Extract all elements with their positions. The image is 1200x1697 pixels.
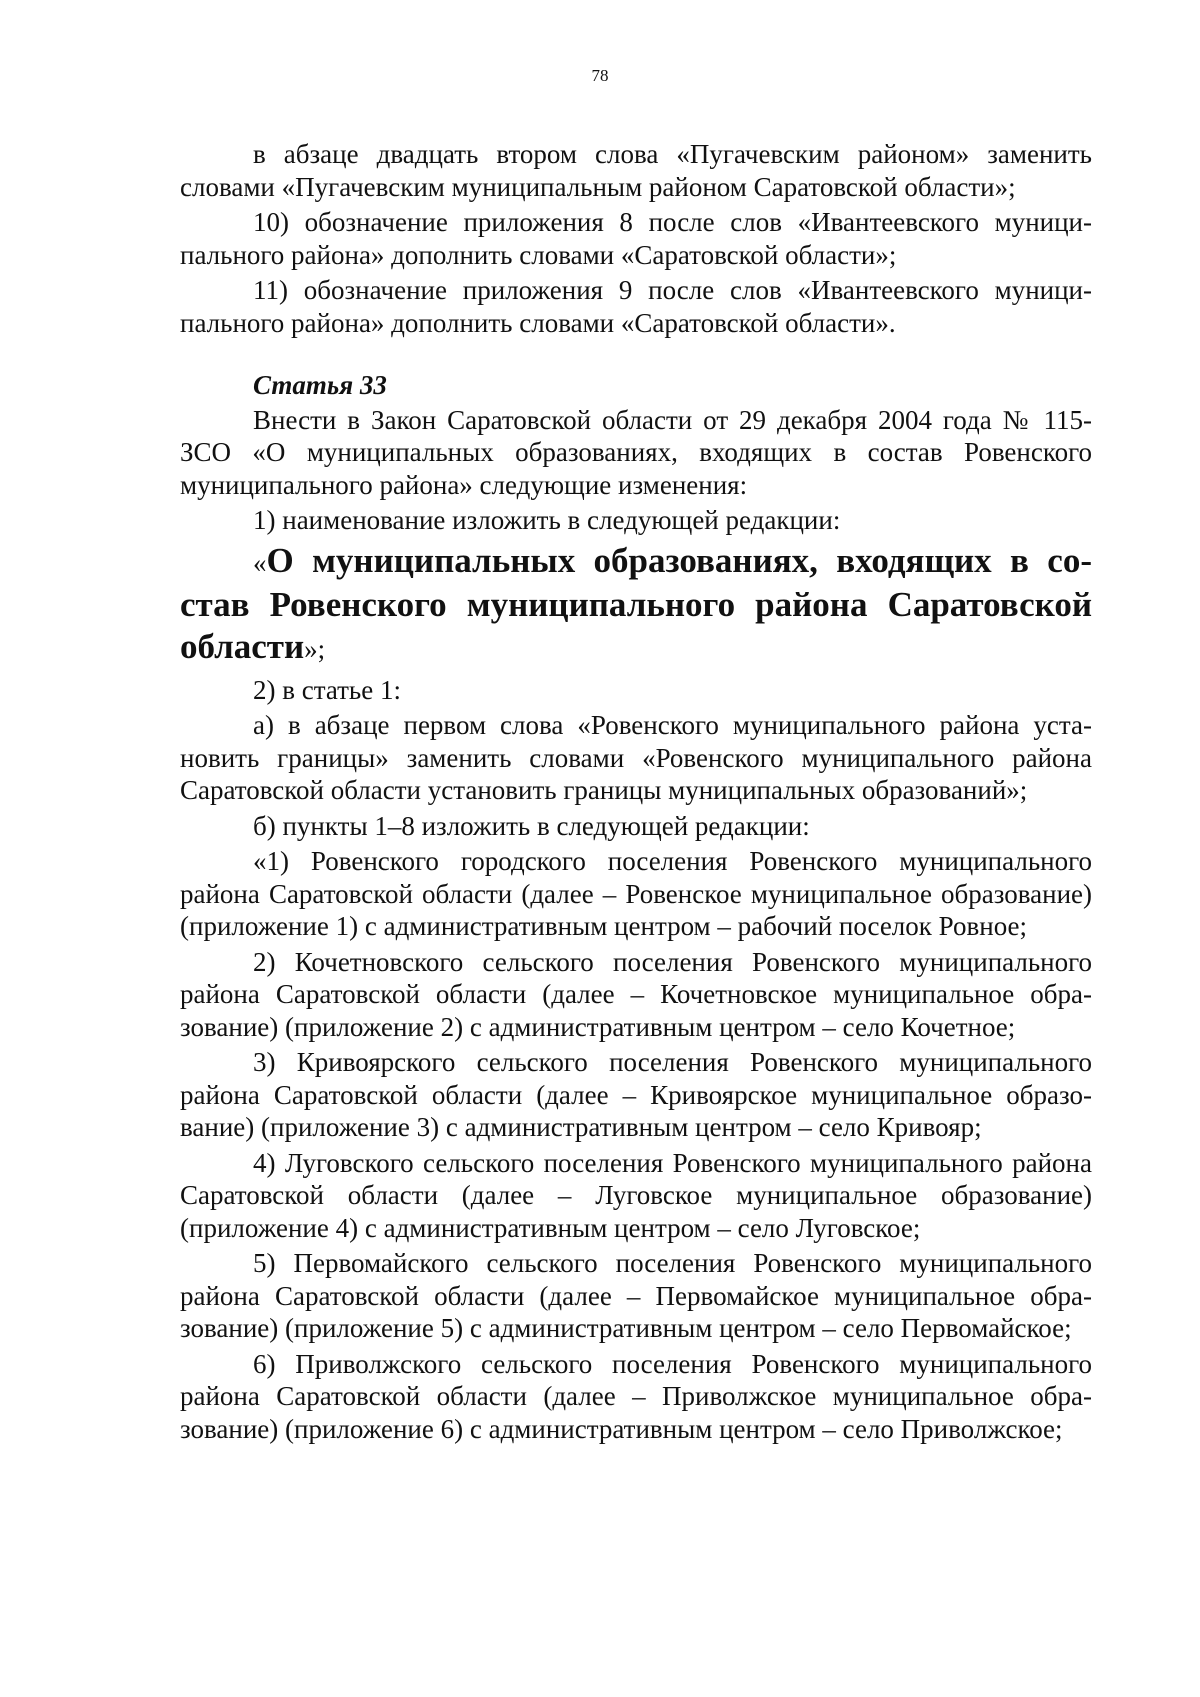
list-item: 1) наименование изложить в следующей редакции: <box>253 505 841 535</box>
spacer <box>180 342 1092 369</box>
article-intro: Внести в Закон Саратовской области от 29 декабря 2004 года № 115-ЗСО «О муниципальных образованиях, входящих в состав Ровенского муниципального района» следующие изменения: <box>180 404 1092 500</box>
point-item: 6) Приволжского сельского поселения Ровенского муниципального района Саратовской области (далее – Приволжское муниципальное образование) (приложение 6) с административным центром – село Приволжское; <box>180 1348 1092 1444</box>
list-item: а) в абзаце первом слова «Ровенского муниципального района установить границы» заменить словами «Ровенского муниципального района Саратовской области установить границы муниципальных образований»; <box>180 710 1092 805</box>
point-item: 3) Кривоярского сельского поселения Ровенского муниципального района Саратовской области (далее – Кривоярское муниципальное образование) (приложение 3) с административным центром – село Кривояр; <box>180 1047 1092 1142</box>
document-body <box>180 138 1092 1448</box>
list-item: 2) в статье 1: <box>253 674 401 705</box>
article-title: Статья 33 <box>253 370 387 400</box>
new-law-title-text: О муниципальных образованиях, входящих в состав Ровенского муниципального района Саратовской области <box>180 540 1092 666</box>
point-item: 2) Кочетновского сельского поселения Ровенского муниципального района Саратовской области (далее – Кочетновское муниципальное образование) (приложение 2) с административным центром – село Кочетное; <box>180 946 1092 1042</box>
new-law-title <box>180 540 1092 670</box>
quote-open: « <box>253 547 267 578</box>
list-item: б) пункты 1–8 изложить в следующей редакции: <box>253 810 810 841</box>
paragraph: 11) обозначение приложения 9 после слов «Ивантеевского муниципального района» дополнить словами «Саратовской области». <box>180 275 1092 338</box>
point-item: 5) Первомайского сельского поселения Ровенского муниципального района Саратовской области (далее – Первомайское муниципальное образование) (приложение 5) с административным центром – село Первомайское; <box>180 1248 1092 1343</box>
point-item: «1) Ровенского городского поселения Ровенского муниципального района Саратовской области (далее – Ровенское муниципальное образование) (приложение 1) с административным центром – рабочий поселок Ровное; <box>180 846 1092 941</box>
paragraph: 10) обозначение приложения 8 после слов «Ивантеевского муниципального района» дополнить словами «Саратовской области»; <box>180 207 1092 270</box>
page-number: 78 <box>591 66 609 85</box>
quote-close: »; <box>304 633 326 664</box>
paragraph: в абзаце двадцать втором слова «Пугачевским районом» заменить словами «Пугачевским муниципальным районом Саратовской области»; <box>180 139 1092 202</box>
point-item: 4) Луговского сельского поселения Ровенского муниципального района Саратовской области (далее – Луговское муниципальное образование) (приложение 4) с административным центром – село Луговское; <box>180 1147 1092 1243</box>
